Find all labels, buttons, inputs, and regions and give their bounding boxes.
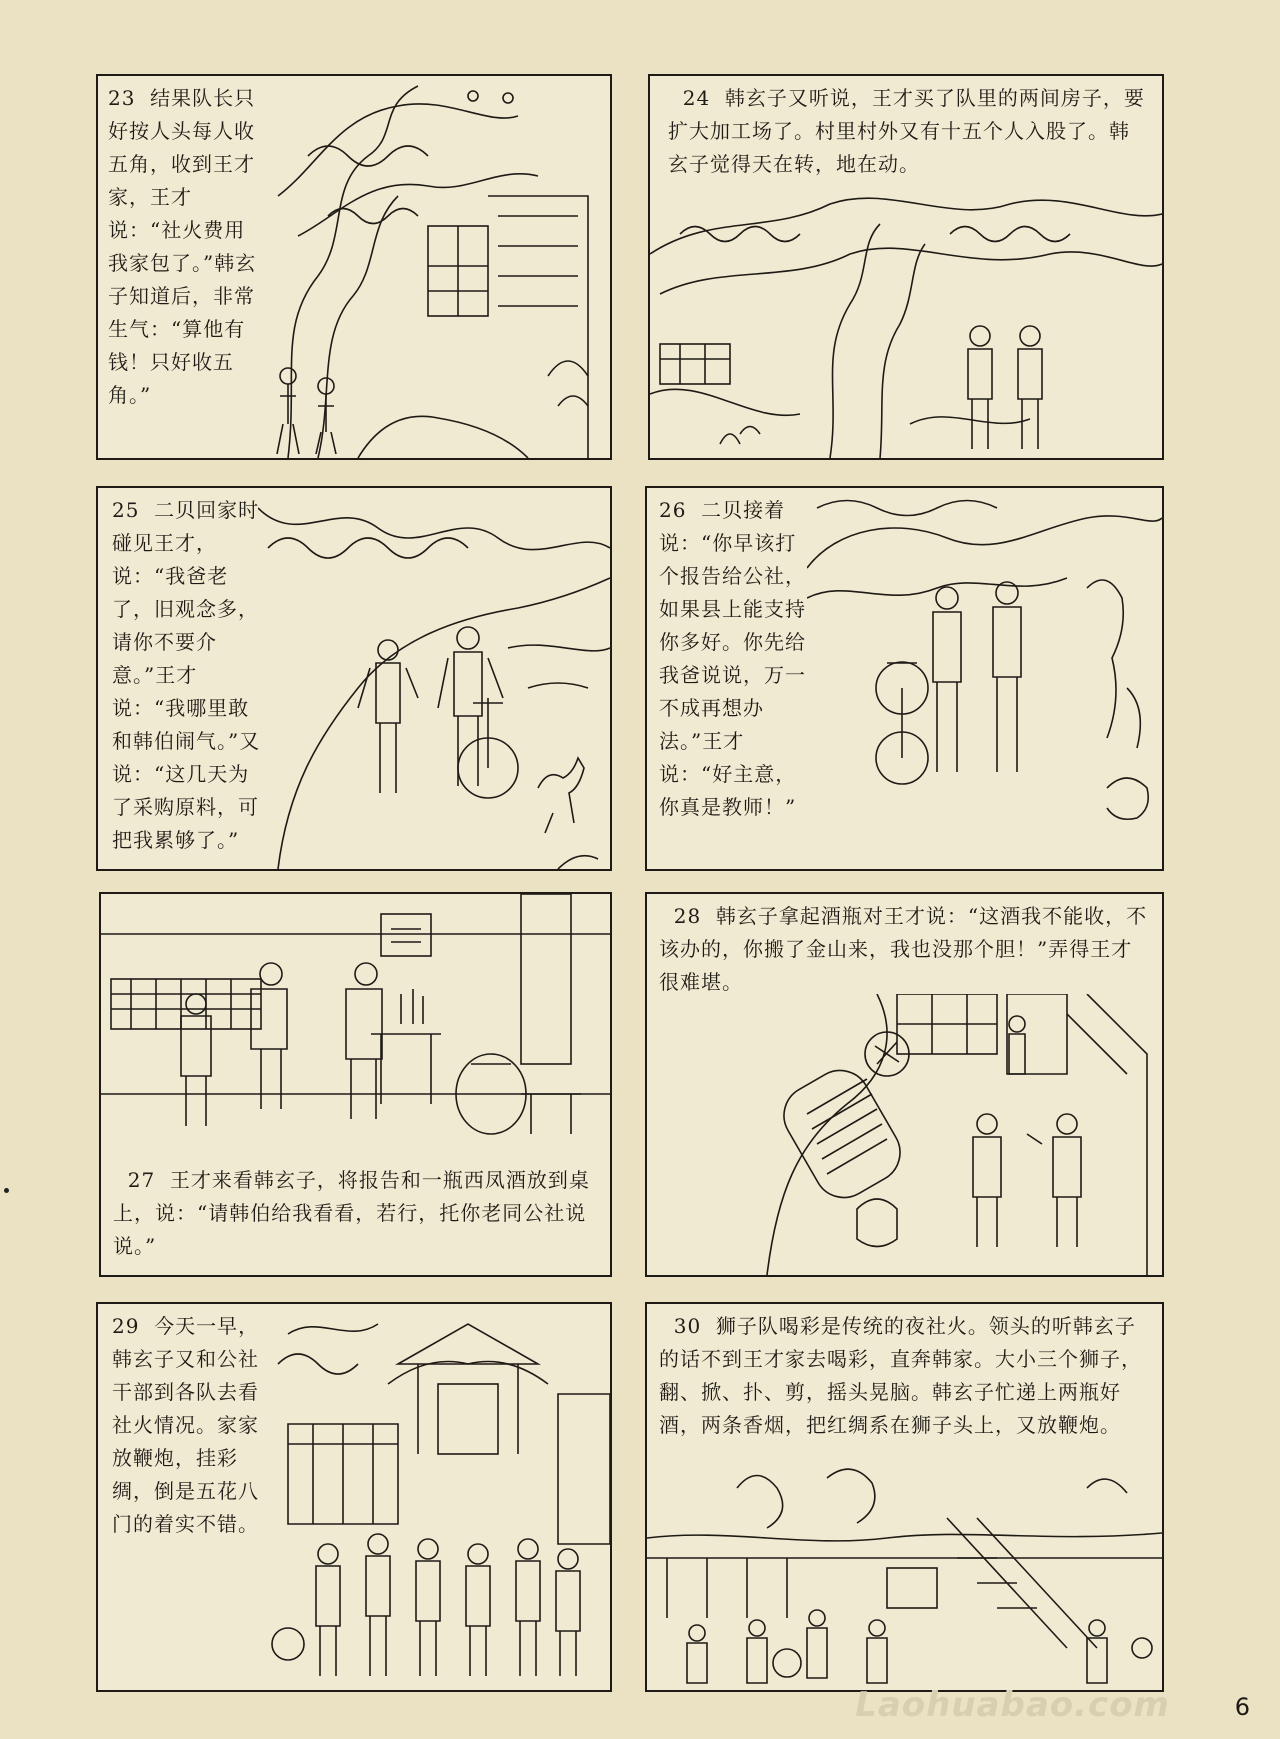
panel-27-caption: [113, 1164, 593, 1263]
panel-25-illustration: [258, 488, 610, 869]
panel-24-illustration: [650, 194, 1162, 458]
panel-24: [648, 74, 1164, 460]
panel-25: [96, 486, 612, 871]
panel-number: 28: [673, 904, 702, 928]
panel-number: 23: [108, 86, 136, 110]
panel-text: 韩玄子又听说，王才买了队里的两间房子，要扩大加工场了。村里村外又有十五个人入股了。韩玄子觉得天在转，地在动。: [668, 86, 1145, 176]
panel-number: 26: [659, 498, 687, 522]
panel-number: 24: [682, 86, 711, 110]
panel-30-illustration: [647, 1468, 1162, 1690]
panel-25-caption: [112, 494, 262, 857]
watermark: Laohuabao.com: [855, 1685, 1170, 1725]
panel-28-caption: [659, 900, 1151, 999]
panel-24-caption: [668, 82, 1148, 181]
panel-26-illustration: [807, 488, 1162, 869]
panel-29-caption: [112, 1310, 264, 1541]
panel-27-illustration: [101, 894, 610, 1166]
panel-23-illustration: [258, 76, 610, 458]
panel-29: [96, 1302, 612, 1692]
panel-text: 二贝回家时碰见王才，说：“我爸老了，旧观念多，请你不要介意。”王才说：“我哪里敢和韩伯闹气。”又说：“这几天为了采购原料，可把我累够了。”: [112, 498, 261, 852]
panel-26-caption: [659, 494, 809, 824]
panel-23-caption: [108, 82, 260, 412]
panel-text: 狮子队喝彩是传统的夜社火。领头的听韩玄子的话不到王才家去喝彩，直奔韩家。大小三个狮子，翻、掀、扑、剪，摇头晃脑。韩玄子忙递上两瓶好酒，两条香烟，把红绸系在狮子头上，又放鞭炮。: [659, 1314, 1142, 1437]
panel-number: 30: [673, 1314, 702, 1338]
panel-number: 25: [112, 498, 140, 522]
panel-text: 二贝接着说：“你早该打个报告给公社，如果县上能支持你多好。你先给我爸说说，万一不成再想办法。”王才说：“好主意，你真是教师！”: [659, 498, 806, 819]
page-number: 6: [1234, 1693, 1250, 1721]
panel-text: 韩玄子拿起酒瓶对王才说：“这酒我不能收，不该办的，你搬了金山来，我也没那个胆！”弄得王才很难堪。: [659, 904, 1148, 994]
panel-text: 王才来看韩玄子，将报告和一瓶西凤酒放到桌上，说：“请韩伯给我看看，若行，托你老同公社说说。”: [113, 1168, 590, 1258]
panel-text: 结果队长只好按人头每人收五角，收到王才家，王才说：“社火费用我家包了。”韩玄子知道后，非常生气：“算他有钱！只好收五角。”: [108, 86, 257, 407]
panel-28: [645, 892, 1164, 1277]
panel-29-illustration: [268, 1304, 610, 1690]
panel-27: [99, 892, 612, 1277]
panel-26: [645, 486, 1164, 871]
panel-number: 27: [127, 1168, 156, 1192]
panel-number: 29: [112, 1314, 140, 1338]
panel-23: [96, 74, 612, 460]
panel-28-illustration: [647, 994, 1162, 1275]
panel-text: 今天一早，韩玄子又和公社干部到各队去看社火情况。家家放鞭炮，挂彩绸，倒是五花八门的着实不错。: [112, 1314, 260, 1536]
panel-30: [645, 1302, 1164, 1692]
binder-mark: [4, 1188, 9, 1193]
panel-30-caption: [659, 1310, 1149, 1442]
